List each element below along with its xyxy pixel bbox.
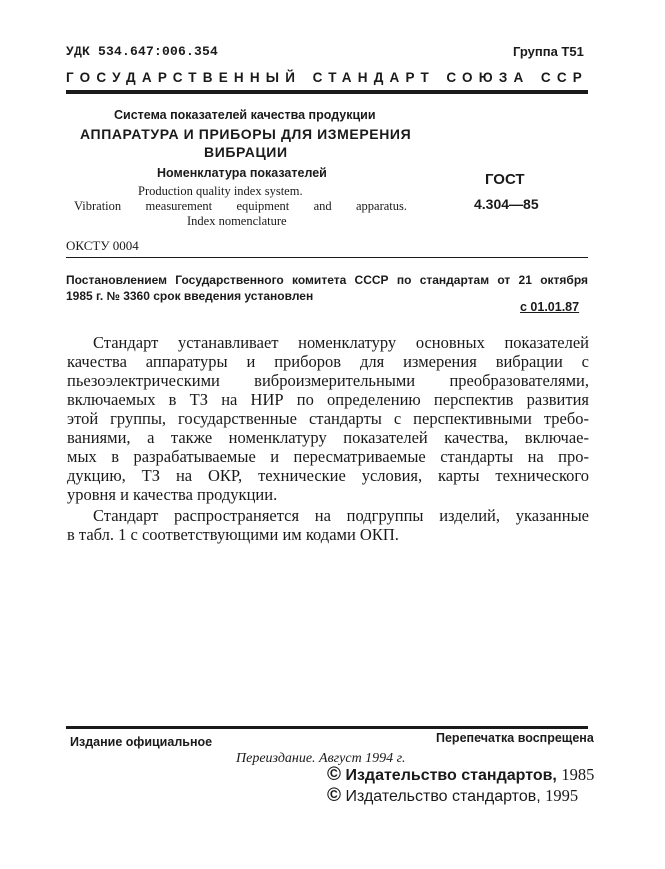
group-code: Группа Т51 xyxy=(513,44,584,59)
paragraph-line: включаемых в ТЗ на НИР по определению перспектив развития xyxy=(67,390,589,409)
paragraph-line: Стандарт устанавливает номенклатуру основных показателей xyxy=(93,333,589,352)
reissue-note: Переиздание. Август 1994 г. xyxy=(236,751,406,766)
paragraph-line: этой группы, государственные стандарты с перспективными требо- xyxy=(67,409,589,428)
gost-number: 4.304—85 xyxy=(474,196,539,212)
system-name: Система показателей качества продукции xyxy=(114,108,376,122)
gost-label: ГОСТ xyxy=(485,171,525,188)
copyright-year-1: 1985 xyxy=(561,765,595,784)
subtitle: Номенклатура показателей xyxy=(157,166,327,180)
paragraph-line: пьезоэлектрическими виброизмерительными преобразователями, xyxy=(67,371,589,390)
copyright-line-1 xyxy=(327,764,594,786)
english-title-line2: Vibration measurement equipment and apparatus. xyxy=(74,199,407,213)
effective-date: с 01.01.87 xyxy=(520,300,580,314)
english-title-line3: Index nomenclature xyxy=(187,214,287,228)
paragraph-line: в табл. 1 с соответствующими им кодами ОКП. xyxy=(67,525,399,544)
decree-line1: Постановлением Государственного комитета СССР по стандартам от 21 октября xyxy=(66,273,588,287)
copyright-line-2 xyxy=(327,785,578,807)
copyright-year-2: 1995 xyxy=(545,786,579,805)
publisher-name: Издательство стандартов, xyxy=(345,788,541,805)
copyright-symbol-icon: © xyxy=(327,785,341,806)
english-title-line1: Production quality index system. xyxy=(138,184,303,198)
paragraph-line: Стандарт распространяется на подгруппы изделий, указанные xyxy=(93,506,589,525)
udk-code: УДК 534.647:006.354 xyxy=(66,44,219,59)
copyright-symbol-icon: © xyxy=(327,764,341,785)
paragraph-line: дукцию, ТЗ на ОКР, технические условия, карты технического xyxy=(67,466,589,485)
header-thick-rule xyxy=(66,90,588,94)
state-standard-banner: ГОСУДАРСТВЕННЫЙ СТАНДАРТ СОЮЗА ССР xyxy=(66,70,588,85)
page-title-line2: ВИБРАЦИИ xyxy=(204,144,288,160)
paragraph-line: мых в разрабатываемые и пересматриваемые стандарты на про- xyxy=(67,447,589,466)
paragraph-line: качества аппаратуры и приборов для измерения вибрации с xyxy=(67,352,589,371)
footer-thick-rule xyxy=(66,726,588,729)
official-edition-label: Издание официальное xyxy=(70,735,213,749)
okstu-rule xyxy=(66,257,588,258)
decree-line2: 1985 г. № 3360 срок введения установлен xyxy=(66,289,314,303)
paragraph-line: уровня и качества продукции. xyxy=(67,485,278,504)
page-title-line1: АППАРАТУРА И ПРИБОРЫ ДЛЯ ИЗМЕРЕНИЯ xyxy=(80,126,412,142)
paragraph-line: ваниями, а также номенклатуру показателей качества, включае- xyxy=(67,428,589,447)
publisher-name: Издательство стандартов, xyxy=(345,767,557,784)
no-reprint-label: Перепечатка воспрещена xyxy=(436,731,594,745)
okstu-code: ОКСТУ 0004 xyxy=(66,238,139,253)
